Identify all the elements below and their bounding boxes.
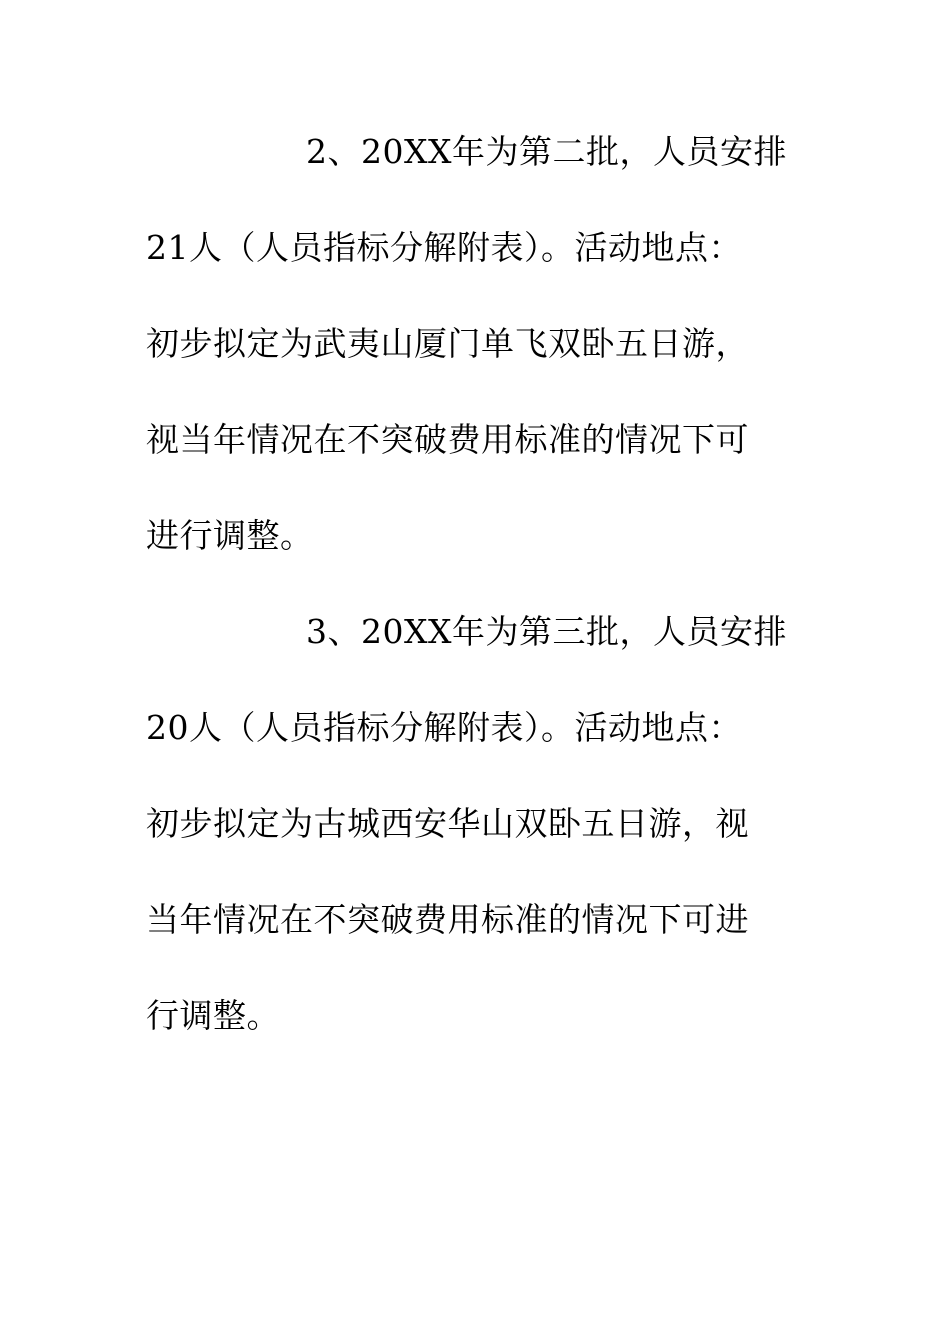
paragraph-batch-2 [146, 134, 806, 614]
text-line: 进行调整。 [146, 516, 314, 555]
text-line: 当年情况在不突破费用标准的情况下可进 [146, 900, 749, 939]
paragraph-batch-3 [146, 614, 806, 1094]
text-line: 初步拟定为古城西安华山双卧五日游，视 [146, 804, 749, 843]
text-line: 3、20XX年为第三批，人员安排 [306, 612, 787, 651]
text-line: 视当年情况在不突破费用标准的情况下可 [146, 420, 749, 459]
text-line: 行调整。 [146, 996, 280, 1035]
text-line: 2、20XX年为第二批，人员安排 [306, 132, 787, 171]
text-line: 21人（人员指标分解附表）。活动地点： [146, 228, 742, 267]
text-line: 初步拟定为武夷山厦门单飞双卧五日游， [146, 324, 749, 363]
text-line: 20人（人员指标分解附表）。活动地点： [146, 708, 742, 747]
